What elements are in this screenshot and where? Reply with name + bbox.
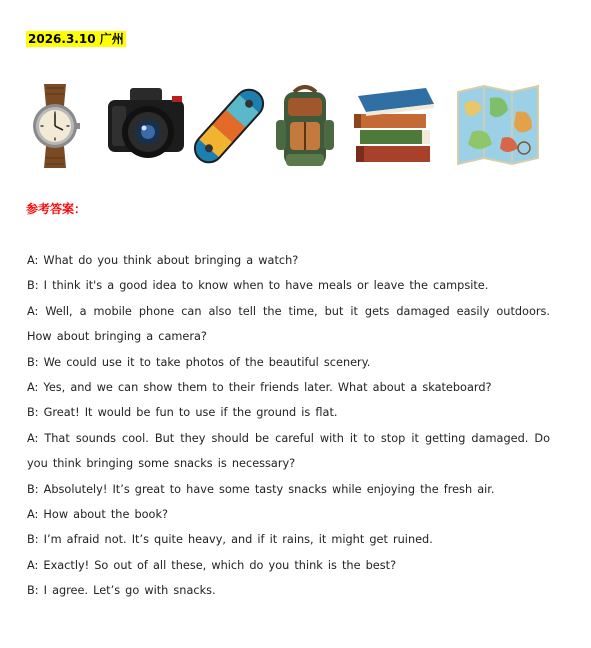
dialogue-line: A: Exactly! So out of all these, which do you think is the best? — [27, 558, 397, 572]
dialogue-line: B: I’m afraid not. It’s quite heavy, and if it rains, it might get ruined. — [27, 533, 433, 547]
dialogue-line: A: What do you think about bringing a watch? — [27, 254, 299, 267]
dialogue-line: A: Well, a mobile phone can also tell the time, but it gets damaged easily outdoors. How about bringing a camera? — [27, 304, 550, 344]
dialogue-line: B: We could use it to take photos of the beautiful scenery. — [27, 355, 371, 369]
date-city-header: 2026.3.10 广州 — [28, 32, 124, 46]
dialogue-line: A: How about the book? — [27, 508, 169, 522]
dialogue-line: A: Yes, and we can show them to their friends later. What about a skateboard? — [27, 381, 492, 395]
dialogue-line: B: Absolutely! It’s great to have some tasty snacks while enjoying the fresh air. — [27, 482, 495, 496]
dialogue-line: A: That sounds cool. But they should be careful with it to stop it getting damaged. Do you think bringing some snacks is necessary? — [27, 431, 550, 471]
dialogue-line: B: I think it's a good idea to know when to have meals or leave the campsite. — [27, 279, 489, 293]
item-images-row — [26, 82, 551, 170]
map-icon — [454, 82, 542, 170]
answer-title: 参考答案： — [26, 202, 87, 216]
books-icon — [350, 82, 436, 170]
dialogue-text — [27, 248, 550, 604]
watch-icon — [30, 82, 80, 170]
camera-icon — [104, 82, 186, 170]
backpack-icon — [274, 82, 336, 170]
dialogue-line: B: Great! It would be fun to use if the ground is flat. — [27, 406, 338, 420]
skateboard-icon — [189, 82, 269, 170]
dialogue-line: B: I agree. Let’s go with snacks. — [27, 584, 216, 598]
